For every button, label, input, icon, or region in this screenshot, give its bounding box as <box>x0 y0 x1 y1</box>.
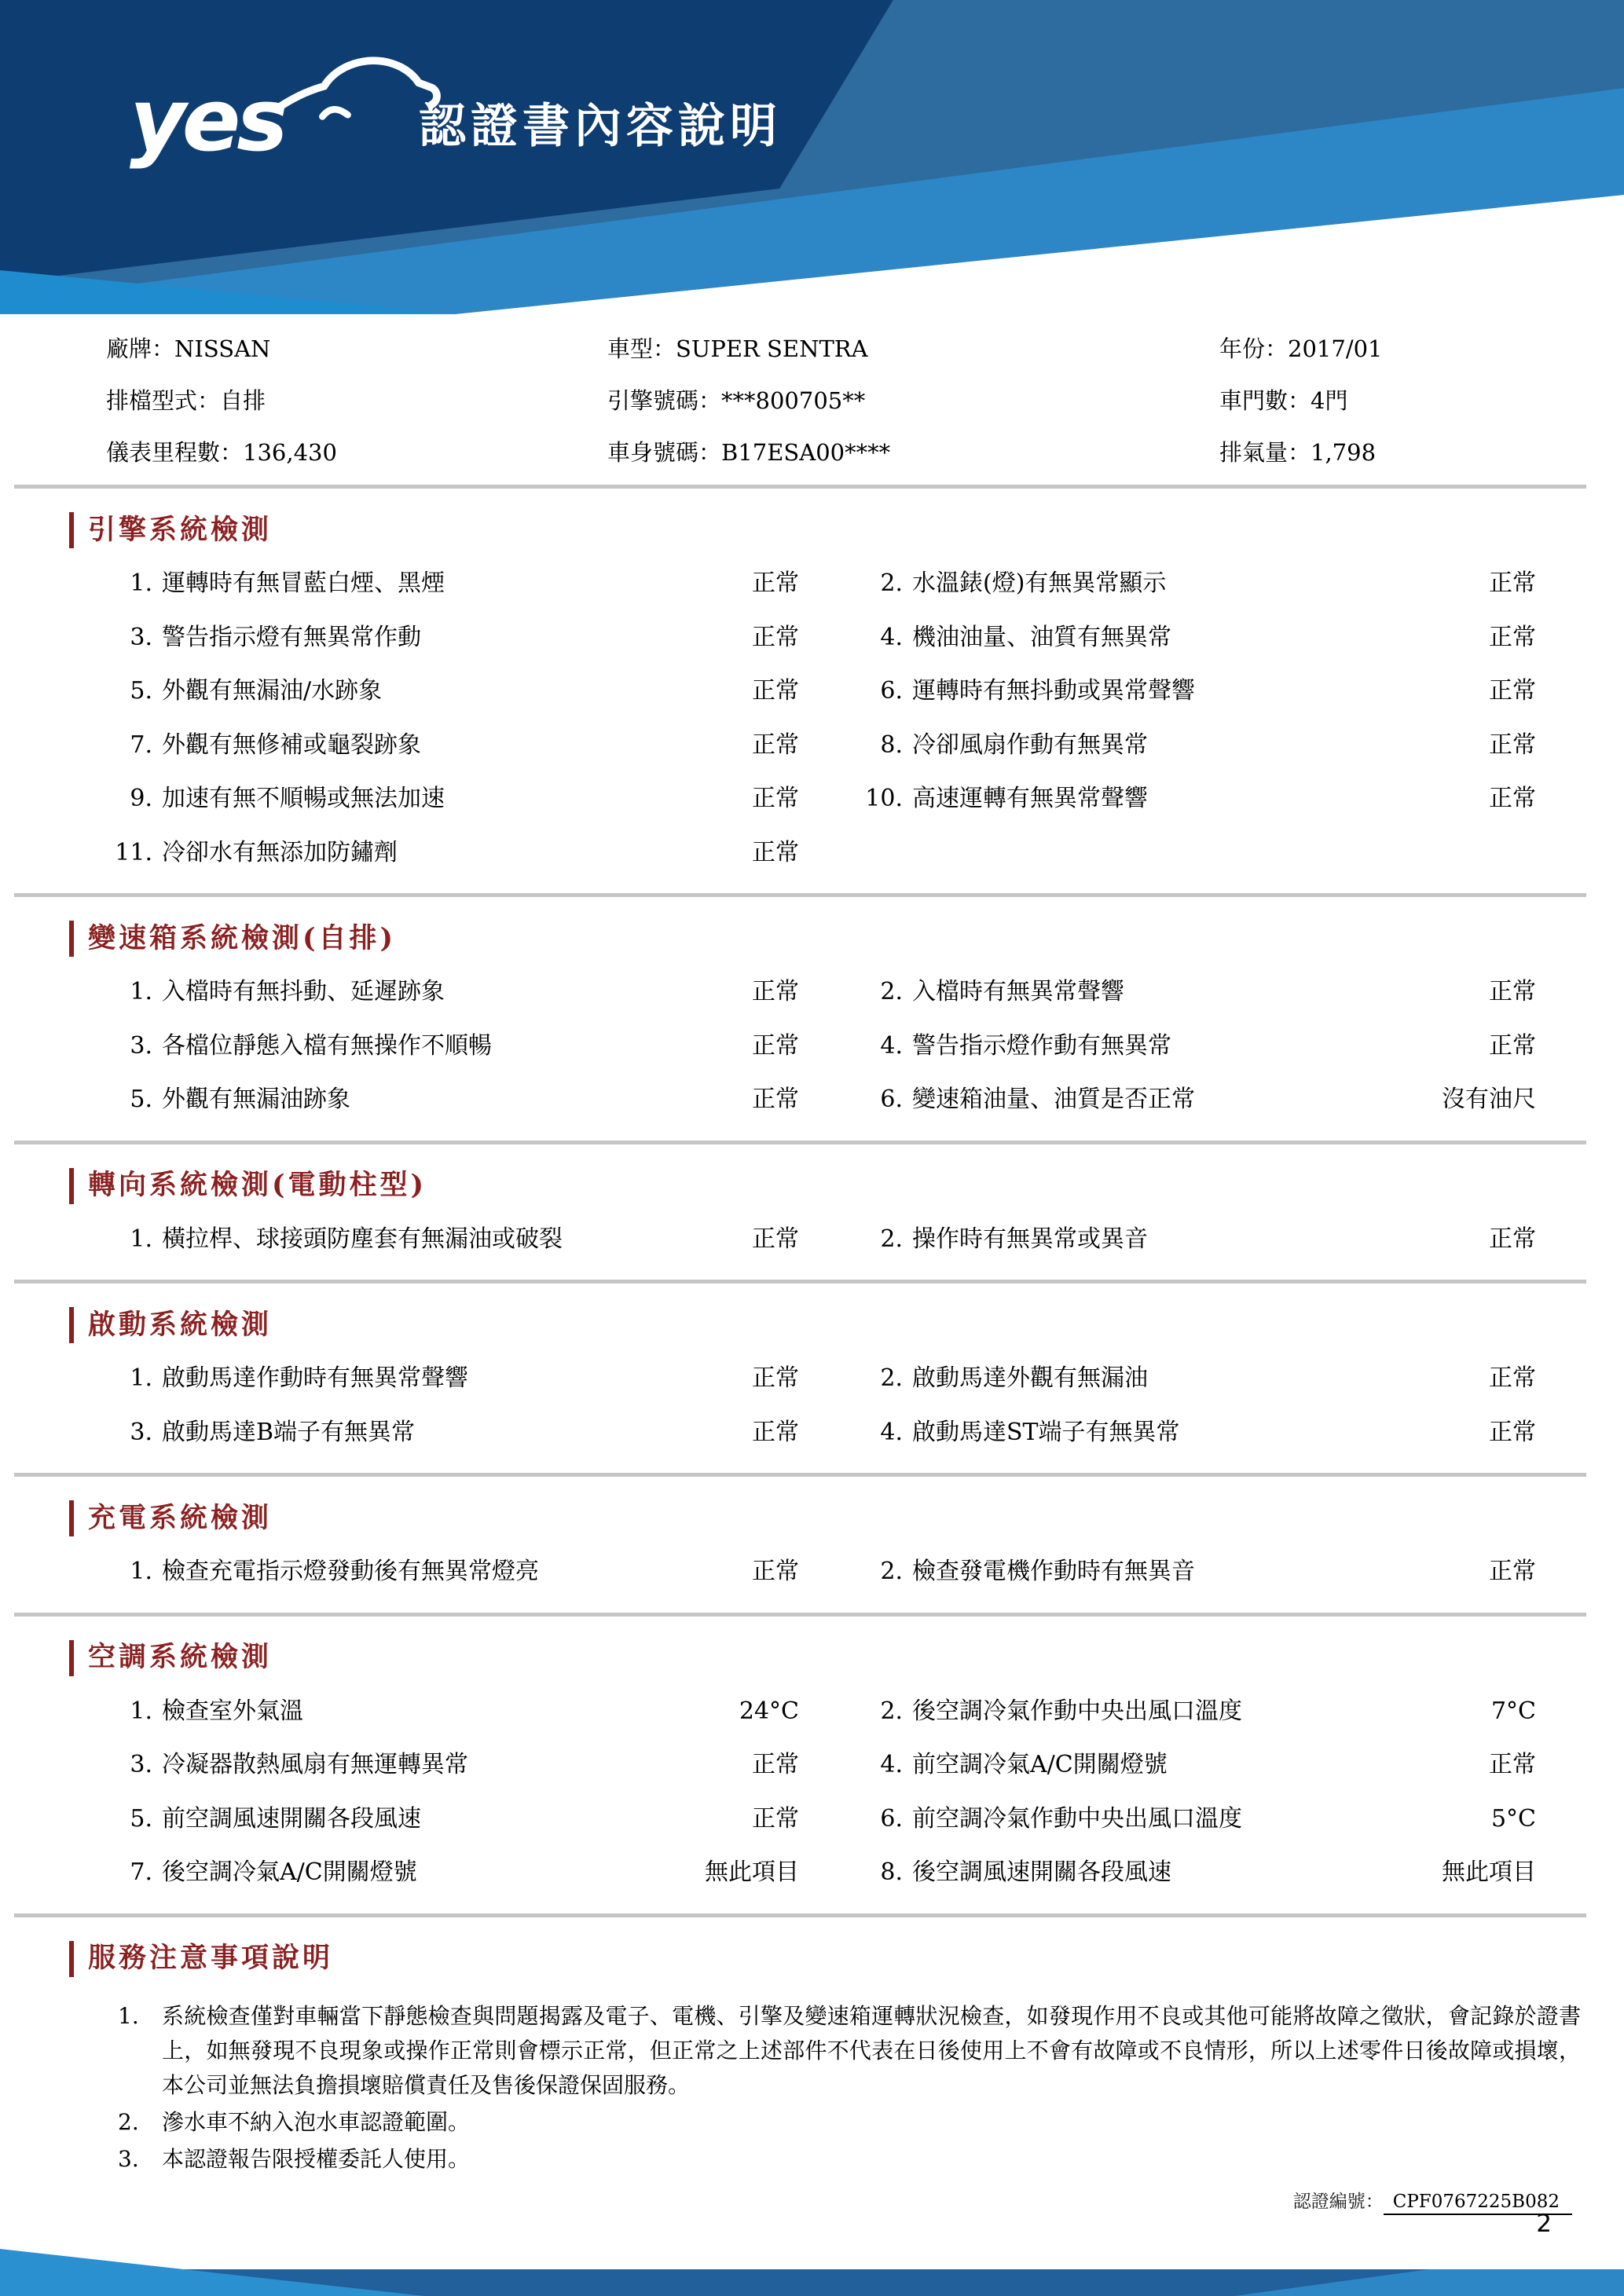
item-value: 正常 <box>1489 1418 1536 1446</box>
field-value: SUPER SENTRA <box>676 335 868 362</box>
item-label: 加速有無不順暢或無法加速 <box>162 785 445 812</box>
inspection-item <box>860 1806 1536 1833</box>
field-label: 引擎號碼： <box>607 387 722 414</box>
item-label: 警告指示燈有無異常作動 <box>162 623 421 651</box>
item-number: 4. <box>880 1418 903 1446</box>
field-value: ***800705** <box>721 387 866 414</box>
item-number: 2. <box>880 978 903 1005</box>
item-label: 檢查充電指示燈發動後有無異常燈亮 <box>162 1558 539 1585</box>
item-number: 1. <box>130 1697 152 1725</box>
item-number: 5. <box>130 1086 152 1113</box>
item-label: 外觀有無漏油跡象 <box>162 1086 350 1113</box>
inspection-item <box>110 1558 799 1586</box>
item-value: 無此項目 <box>1442 1858 1536 1886</box>
car-silhouette-icon <box>273 42 442 125</box>
section-divider <box>14 893 1586 897</box>
section-header <box>69 1640 1624 1676</box>
item-label: 啟動馬達作動時有無異常聲響 <box>162 1364 468 1392</box>
item-number: 7. <box>130 731 152 759</box>
page-title: 認證書內容說明 <box>419 99 782 154</box>
item-value: 正常 <box>752 569 799 597</box>
field-value: 4門 <box>1311 387 1348 414</box>
item-value: 正常 <box>1489 1225 1536 1253</box>
item-label: 冷卻水有無添加防鏽劑 <box>162 838 398 866</box>
inspection-item <box>110 1365 799 1393</box>
item-label: 外觀有無修補或龜裂跡象 <box>162 731 421 759</box>
inspection-item <box>110 840 799 867</box>
field-label: 廠牌： <box>106 335 175 362</box>
inspection-item <box>860 1558 1536 1586</box>
inspection-item <box>110 785 799 813</box>
section-header <box>69 512 1624 548</box>
note-number: 3. <box>118 2146 139 2173</box>
item-value: 正常 <box>752 677 799 705</box>
inspection-item <box>110 732 799 760</box>
service-note <box>0 2105 1624 2140</box>
inspection-item <box>110 1806 799 1833</box>
item-value: 正常 <box>752 1364 799 1392</box>
item-label: 後空調風速開關各段風速 <box>912 1858 1171 1886</box>
item-number: 4. <box>880 1751 903 1778</box>
inspection-item <box>110 624 799 652</box>
item-label: 後空調冷氣作動中央出風口溫度 <box>912 1697 1242 1725</box>
section-items <box>0 1365 1624 1446</box>
item-number: 1. <box>130 569 152 597</box>
item-label: 操作時有無異常或異音 <box>912 1225 1148 1253</box>
item-value: 正常 <box>1489 978 1536 1005</box>
inspection-item <box>860 1859 1536 1887</box>
item-value: 5°C <box>1490 1804 1536 1833</box>
section-divider <box>14 1473 1586 1477</box>
inspection-item <box>860 785 1536 813</box>
item-value: 正常 <box>752 1086 799 1113</box>
section-header <box>69 1168 1624 1204</box>
field-label: 排氣量： <box>1219 439 1311 466</box>
item-number: 6. <box>880 1086 903 1113</box>
section-divider <box>14 485 1586 489</box>
item-number: 2. <box>880 1225 903 1253</box>
field-label: 車門數： <box>1219 387 1311 414</box>
item-number: 2. <box>880 569 903 597</box>
section-divider <box>14 1280 1586 1283</box>
item-value: 正常 <box>1489 1751 1536 1778</box>
field-label: 車身號碼： <box>607 439 722 466</box>
item-value: 正常 <box>752 1031 799 1060</box>
item-number: 1. <box>130 978 152 1005</box>
field-label: 車型： <box>607 335 676 362</box>
item-label: 運轉時有無抖動或異常聲響 <box>912 677 1195 705</box>
item-value: 正常 <box>1489 569 1536 597</box>
item-number: 8. <box>880 1858 903 1886</box>
vehicle-field <box>106 383 607 416</box>
inspection-item <box>110 1033 799 1060</box>
item-number: 3. <box>130 1031 152 1060</box>
cert-number-label: 認證編號： <box>1292 2191 1384 2212</box>
item-number: 2. <box>880 1697 903 1725</box>
item-value: 24°C <box>739 1697 799 1725</box>
field-label: 年份： <box>1219 335 1289 362</box>
item-number: 3. <box>130 623 152 651</box>
section-title-bar <box>69 1941 74 1977</box>
section-title-bar <box>69 921 74 957</box>
inspection-item <box>110 979 799 1006</box>
inspection-item <box>860 1752 1536 1779</box>
service-note <box>0 1999 1624 2104</box>
inspection-item <box>110 1226 799 1254</box>
inspection-item <box>110 1086 799 1114</box>
inspection-item <box>860 979 1536 1006</box>
logo-text: yes <box>130 70 284 170</box>
section-header <box>69 1500 1624 1536</box>
item-number: 6. <box>880 1804 903 1833</box>
item-number: 3. <box>130 1418 152 1446</box>
item-label: 後空調冷氣A/C開關燈號 <box>162 1858 417 1886</box>
item-label: 啟動馬達外觀有無漏油 <box>912 1364 1148 1392</box>
item-label: 啟動馬達ST端子有無異常 <box>912 1418 1180 1446</box>
section-title: 空調系統檢測 <box>88 1641 273 1674</box>
cert-number-line <box>0 2187 1624 2213</box>
section-charging <box>0 1500 1624 1586</box>
vehicle-field <box>607 435 1219 467</box>
inspection-item <box>860 678 1536 705</box>
section-title: 充電系統檢測 <box>88 1501 273 1534</box>
item-label: 機油油量、油質有無異常 <box>912 623 1171 651</box>
section-items <box>0 1226 1624 1254</box>
item-value: 正常 <box>752 1558 799 1585</box>
item-number: 3. <box>130 1751 152 1778</box>
item-number: 4. <box>880 623 903 651</box>
item-label: 前空調風速開關各段風速 <box>162 1804 421 1833</box>
section-divider <box>14 1141 1586 1144</box>
item-number: 9. <box>130 785 152 812</box>
section-header <box>69 921 1624 957</box>
inspection-item <box>110 1698 799 1726</box>
cert-number-value: CPF0767225B082 <box>1384 2192 1572 2215</box>
inspection-item <box>860 1086 1536 1114</box>
section-items <box>0 1558 1624 1586</box>
item-label: 檢查發電機作動時有無異音 <box>912 1558 1195 1585</box>
vehicle-field <box>607 383 1219 416</box>
page-number: 2 <box>1536 2210 1552 2238</box>
item-number: 1. <box>130 1225 152 1253</box>
section-title-bar <box>69 512 74 548</box>
item-value: 正常 <box>1489 1558 1536 1585</box>
page-header <box>0 0 1624 314</box>
vehicle-info <box>0 314 1624 480</box>
field-label: 排檔型式： <box>106 387 221 414</box>
section-title: 啟動系統檢測 <box>88 1308 273 1341</box>
item-number: 1. <box>130 1558 152 1585</box>
section-header <box>69 1307 1624 1343</box>
brand-block <box>130 69 782 170</box>
item-label: 前空調冷氣A/C開關燈號 <box>912 1751 1168 1778</box>
section-divider <box>14 1613 1586 1617</box>
item-number: 5. <box>130 677 152 705</box>
note-text: 系統檢查僅對車輛當下靜態檢查與問題揭露及電子、電機、引擎及變速箱運轉狀況檢查，如發現作用不良或其他可能將故障之徵狀，會記錄於證書上，如無發現不良現象或操作正常則會標示正常，但正常之上述部件不代表在日後使用上不會有故障或不良情形，所以上述零件日後故障或損壞，本公司並無法負擔損壞賠償責任及售後保證保固服務。 <box>162 2002 1581 2098</box>
vehicle-field <box>106 435 607 467</box>
item-value: 正常 <box>752 731 799 759</box>
note-text: 本認證報告限授權委託人使用。 <box>162 2146 471 2173</box>
section-title-bar <box>69 1307 74 1343</box>
note-number: 2. <box>118 2109 139 2136</box>
item-label: 水溫錶(燈)有無異常顯示 <box>912 569 1167 597</box>
note-number: 1. <box>118 2002 139 2029</box>
item-number: 7. <box>130 1858 152 1886</box>
section-title: 引擎系統檢測 <box>88 513 273 546</box>
section-title: 變速箱系統檢測(自排) <box>88 921 397 954</box>
item-value: 7°C <box>1490 1697 1536 1725</box>
inspection-item <box>860 1419 1536 1447</box>
field-value: B17ESA00**** <box>721 439 891 466</box>
item-label: 橫拉桿、球接頭防塵套有無漏油或破裂 <box>162 1225 563 1253</box>
item-label: 高速運轉有無異常聲響 <box>912 785 1148 812</box>
item-value: 正常 <box>1489 731 1536 759</box>
vehicle-field <box>1219 383 1624 416</box>
item-number: 6. <box>880 677 903 705</box>
item-value: 正常 <box>752 1225 799 1253</box>
item-label: 警告指示燈作動有無異常 <box>912 1031 1171 1060</box>
notes-list <box>0 1999 1624 2177</box>
item-value: 正常 <box>752 978 799 1005</box>
item-value: 正常 <box>1489 1364 1536 1392</box>
inspection-item <box>110 1859 799 1887</box>
section-title-bar <box>69 1500 74 1536</box>
item-label: 檢查室外氣溫 <box>162 1697 303 1725</box>
item-value: 正常 <box>752 785 799 812</box>
item-label: 入檔時有無異常聲響 <box>912 978 1124 1005</box>
yes-logo <box>130 69 381 170</box>
section-items <box>0 979 1624 1114</box>
item-value: 正常 <box>752 1418 799 1446</box>
item-number: 1. <box>130 1364 152 1392</box>
item-label: 外觀有無漏油/水跡象 <box>162 677 383 705</box>
item-number: 2. <box>880 1364 903 1392</box>
vehicle-field <box>607 331 1219 364</box>
item-value: 正常 <box>752 1804 799 1833</box>
field-value: 2017/01 <box>1288 335 1383 362</box>
vehicle-field <box>1219 331 1624 364</box>
inspection-item <box>860 1698 1536 1726</box>
inspection-sections <box>0 512 1624 1917</box>
item-value: 正常 <box>1489 623 1536 651</box>
field-value: 自排 <box>220 387 266 414</box>
section-transmission <box>0 921 1624 1114</box>
inspection-item <box>860 1226 1536 1254</box>
item-value: 正常 <box>752 838 799 866</box>
item-value: 正常 <box>1489 1031 1536 1060</box>
field-value: 136,430 <box>243 439 337 466</box>
item-value: 正常 <box>1489 677 1536 705</box>
vehicle-field <box>1219 435 1624 467</box>
section-steering <box>0 1168 1624 1254</box>
service-notes-section <box>0 1941 1624 2177</box>
item-value: 無此項目 <box>705 1858 799 1886</box>
section-starting <box>0 1307 1624 1446</box>
item-label: 前空調冷氣作動中央出風口溫度 <box>912 1804 1242 1833</box>
section-engine <box>0 512 1624 866</box>
inspection-item <box>110 678 799 705</box>
section-aircon <box>0 1640 1624 1887</box>
item-number: 11. <box>115 838 152 866</box>
item-label: 冷卻風扇作動有無異常 <box>912 731 1148 759</box>
item-label: 啟動馬達B端子有無異常 <box>162 1418 416 1446</box>
field-value: 1,798 <box>1311 439 1377 466</box>
section-title: 轉向系統檢測(電動柱型) <box>88 1169 427 1202</box>
item-value: 正常 <box>1489 785 1536 812</box>
inspection-item <box>110 1752 799 1779</box>
item-value: 沒有油尺 <box>1442 1086 1536 1113</box>
vehicle-field <box>106 331 607 364</box>
note-text: 滲水車不納入泡水車認證範圍。 <box>162 2109 471 2136</box>
section-header <box>69 1941 1624 1977</box>
section-title-bar <box>69 1640 74 1676</box>
item-number: 10. <box>865 785 903 812</box>
item-label: 各檔位靜態入檔有無操作不順暢 <box>162 1031 492 1060</box>
section-items <box>0 1698 1624 1887</box>
item-label: 冷凝器散熱風扇有無運轉異常 <box>162 1751 468 1778</box>
item-number: 8. <box>880 731 903 759</box>
field-label: 儀表里程數： <box>106 439 244 466</box>
item-number: 5. <box>130 1804 152 1833</box>
inspection-item <box>860 1365 1536 1393</box>
service-note <box>0 2142 1624 2177</box>
item-label: 運轉時有無冒藍白煙、黑煙 <box>162 569 445 597</box>
item-value: 正常 <box>752 1751 799 1778</box>
field-value: NISSAN <box>174 335 271 362</box>
item-label: 入檔時有無抖動、延遲跡象 <box>162 978 445 1005</box>
section-divider <box>14 1913 1586 1917</box>
inspection-item <box>110 570 799 598</box>
item-number: 2. <box>880 1558 903 1585</box>
section-title-bar <box>69 1168 74 1204</box>
item-label: 變速箱油量、油質是否正常 <box>912 1086 1195 1113</box>
section-title: 服務注意事項說明 <box>88 1942 334 1975</box>
inspection-item <box>860 570 1536 598</box>
section-items <box>0 570 1624 866</box>
inspection-item <box>860 624 1536 652</box>
item-number: 4. <box>880 1031 903 1060</box>
inspection-item <box>110 1419 799 1447</box>
inspection-item <box>860 732 1536 760</box>
item-value: 正常 <box>752 623 799 651</box>
inspection-item <box>860 1033 1536 1060</box>
page-footer <box>0 2241 1624 2296</box>
